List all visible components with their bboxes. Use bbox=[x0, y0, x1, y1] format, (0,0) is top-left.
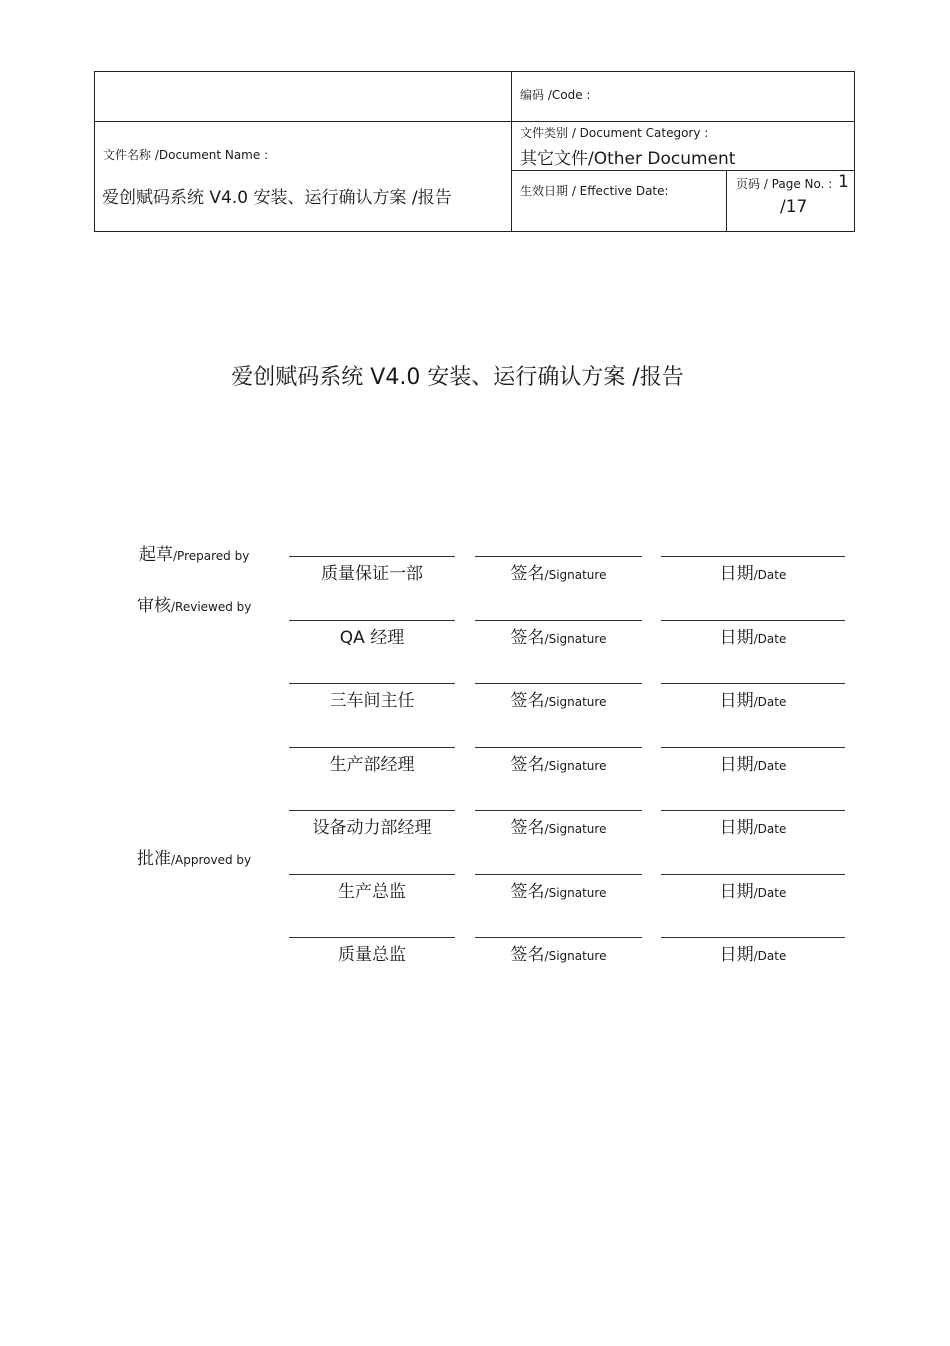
signature-line bbox=[289, 810, 455, 811]
approved-by-cn: 批准 bbox=[137, 849, 171, 869]
signature-line bbox=[475, 874, 642, 875]
date-label-en: /Date bbox=[753, 822, 787, 836]
signature-label-cn: 签名 bbox=[510, 691, 545, 711]
prepared-by-cn: 起草 bbox=[139, 545, 173, 565]
signature-field bbox=[475, 813, 642, 838]
signature-line bbox=[289, 556, 455, 557]
signature-line bbox=[661, 810, 845, 811]
date-field bbox=[661, 750, 845, 775]
page-number-total: /17 bbox=[780, 197, 808, 217]
signature-line bbox=[289, 937, 455, 938]
signature-line bbox=[661, 937, 845, 938]
date-label-en: /Date bbox=[753, 886, 787, 900]
header-divider-right-1 bbox=[511, 121, 854, 122]
signer-department: 质量总监 bbox=[338, 945, 406, 965]
signature-line bbox=[289, 747, 455, 748]
document-title: 爱创赋码系统 V4.0 安装、运行确认方案 /报告 bbox=[231, 365, 684, 390]
prepared-by-label bbox=[139, 540, 249, 565]
date-field bbox=[661, 623, 845, 648]
signature-label-en: /Signature bbox=[544, 822, 607, 836]
date-label-cn: 日期 bbox=[719, 818, 754, 838]
header-divider-vertical bbox=[511, 72, 512, 231]
signer-department: 设备动力部经理 bbox=[312, 818, 432, 838]
signer-department: 生产总监 bbox=[338, 882, 406, 902]
header-divider-left bbox=[95, 121, 511, 122]
document-name-label: 文件名称 /Document Name : bbox=[103, 148, 269, 162]
date-label-cn: 日期 bbox=[719, 628, 754, 648]
signer-department: 质量保证一部 bbox=[321, 564, 423, 584]
signature-label-cn: 签名 bbox=[510, 945, 545, 965]
signature-label-en: /Signature bbox=[544, 949, 607, 963]
effective-date-label: 生效日期 / Effective Date: bbox=[520, 184, 669, 198]
date-label-en: /Date bbox=[753, 695, 787, 709]
date-field bbox=[661, 813, 845, 838]
header-divider-page bbox=[726, 170, 727, 231]
date-field bbox=[661, 686, 845, 711]
signature-line bbox=[289, 620, 455, 621]
document-category-value: 其它文件/Other Document bbox=[520, 149, 736, 169]
date-label-en: /Date bbox=[753, 632, 787, 646]
signature-line bbox=[475, 810, 642, 811]
signature-field bbox=[475, 877, 642, 902]
date-field bbox=[661, 559, 845, 584]
reviewed-by-cn: 审核 bbox=[137, 596, 171, 616]
signature-label-cn: 签名 bbox=[510, 628, 545, 648]
signer-department: QA 经理 bbox=[339, 628, 405, 648]
signature-label-en: /Signature bbox=[544, 568, 607, 582]
date-label-cn: 日期 bbox=[719, 564, 754, 584]
signature-label-en: /Signature bbox=[544, 759, 607, 773]
signature-line bbox=[475, 556, 642, 557]
document-category-label: 文件类别 / Document Category : bbox=[520, 126, 709, 140]
signature-line bbox=[475, 620, 642, 621]
signature-label-en: /Signature bbox=[544, 695, 607, 709]
signature-field bbox=[475, 940, 642, 965]
signature-line bbox=[475, 937, 642, 938]
signature-label-en: /Signature bbox=[544, 632, 607, 646]
page-number-label: 页码 / Page No. : bbox=[736, 177, 833, 191]
signature-line bbox=[289, 874, 455, 875]
document-header-table bbox=[94, 71, 855, 232]
signature-field bbox=[475, 686, 642, 711]
header-divider-right-2 bbox=[511, 170, 854, 171]
signature-line bbox=[661, 874, 845, 875]
signature-field bbox=[475, 623, 642, 648]
signature-label-en: /Signature bbox=[544, 886, 607, 900]
signature-line bbox=[661, 556, 845, 557]
signature-line bbox=[661, 683, 845, 684]
signer-department: 生产部经理 bbox=[329, 755, 415, 775]
signature-line bbox=[475, 747, 642, 748]
date-label-en: /Date bbox=[753, 568, 787, 582]
date-label-cn: 日期 bbox=[719, 691, 754, 711]
approved-by-label bbox=[137, 844, 251, 869]
signature-line bbox=[661, 747, 845, 748]
signer-department: 三车间主任 bbox=[329, 691, 415, 711]
signature-label-cn: 签名 bbox=[510, 882, 545, 902]
signature-line bbox=[289, 683, 455, 684]
document-name-value: 爱创赋码系统 V4.0 安装、运行确认方案 /报告 bbox=[102, 188, 452, 208]
signature-field bbox=[475, 559, 642, 584]
signature-label-cn: 签名 bbox=[510, 818, 545, 838]
prepared-by-en: /Prepared by bbox=[173, 549, 250, 563]
reviewed-by-label bbox=[137, 591, 251, 616]
date-label-cn: 日期 bbox=[719, 755, 754, 775]
signature-label-cn: 签名 bbox=[510, 564, 545, 584]
date-field bbox=[661, 940, 845, 965]
approved-by-en: /Approved by bbox=[171, 853, 252, 867]
date-field bbox=[661, 877, 845, 902]
date-label-en: /Date bbox=[753, 759, 787, 773]
signature-line bbox=[475, 683, 642, 684]
signature-label-cn: 签名 bbox=[510, 755, 545, 775]
signature-line bbox=[661, 620, 845, 621]
page-number-current: 1 bbox=[838, 172, 849, 192]
code-label: 编码 /Code : bbox=[520, 88, 591, 102]
reviewed-by-en: /Reviewed by bbox=[171, 600, 252, 614]
date-label-en: /Date bbox=[753, 949, 787, 963]
date-label-cn: 日期 bbox=[719, 882, 754, 902]
signature-field bbox=[475, 750, 642, 775]
date-label-cn: 日期 bbox=[719, 945, 754, 965]
